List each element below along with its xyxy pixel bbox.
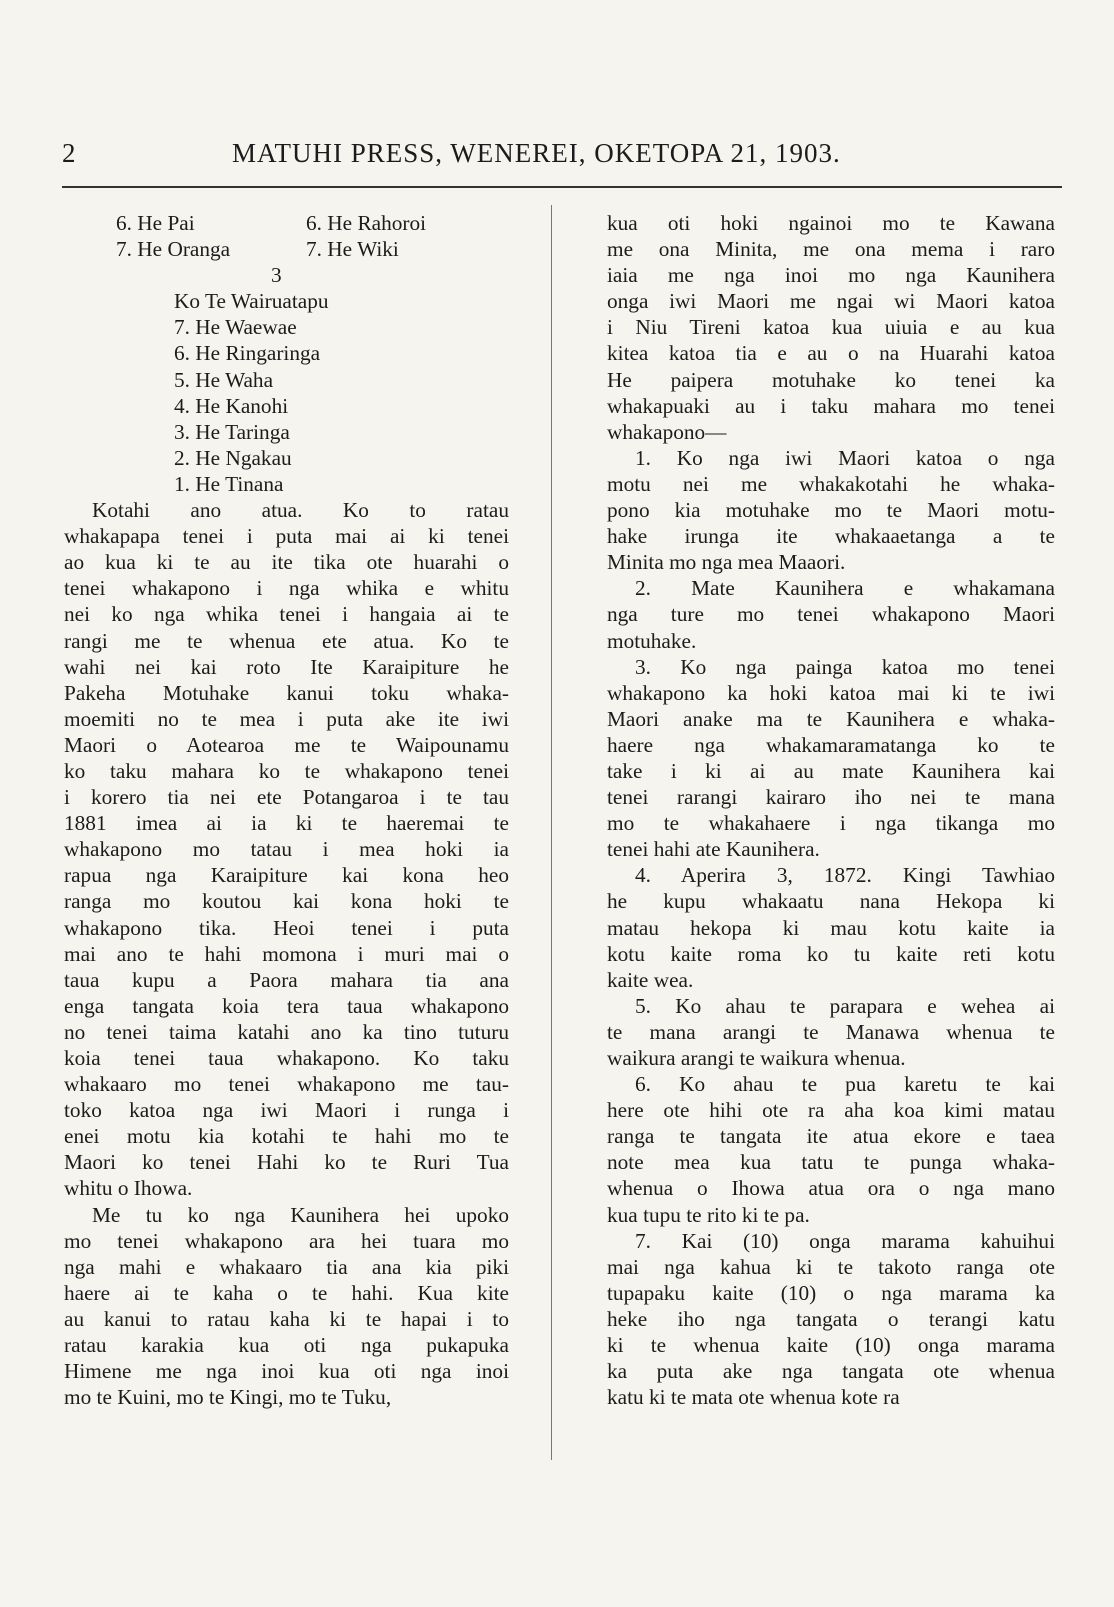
text-line: whakapuaki au i taku mahara mo tenei <box>607 393 1055 418</box>
text-line: mai ano te hahi momona i muri mai o <box>64 941 509 966</box>
text-line: whakapono tika. Heoi tenei i puta <box>64 915 509 940</box>
page-number: 2 <box>62 138 77 168</box>
text-line: rangi me te whenua ete atua. Ko te <box>64 628 509 653</box>
text-line: 4. Aperira 3, 1872. Kingi Tawhiao <box>635 863 1055 888</box>
text-line: taua kupu a Paora mahara tia ana <box>64 967 509 992</box>
text-line: katu ki te mata ote whenua kote ra <box>607 1385 900 1410</box>
text-line: Maori o Aotearoa me te Waipounamu <box>64 732 509 757</box>
numbered-item <box>607 862 1055 992</box>
text-line: Himene me nga inoi kua oti nga inoi <box>64 1359 509 1384</box>
text-line: whakaaro mo tenei whakapono me tau- <box>64 1072 509 1097</box>
text-line: he kupu whakaatu nana Hekopa ki <box>607 889 1055 914</box>
text-line: ko taku mahara ko te whakapono tenei <box>64 758 509 783</box>
text-line: matau hekopa ki mau kotu kaite ia <box>607 915 1055 940</box>
numbered-item <box>607 575 1055 653</box>
text-line: hake irunga ite whakaaetanga a te <box>607 524 1055 549</box>
text-line: Me tu ko nga Kaunihera hei upoko <box>92 1202 509 1227</box>
text-line: haere ai te kaha o te hahi. Kua kite <box>64 1280 509 1305</box>
table-cell: 7. He Oranga <box>116 237 231 262</box>
table-cell: 6. He Pai <box>116 211 195 235</box>
text-line: Pakeha Motuhake kanui toku whaka- <box>64 680 509 705</box>
table-row <box>64 236 509 262</box>
text-line: He paipera motuhake ko tenei ka <box>607 367 1055 392</box>
section-number: 3 <box>271 263 282 288</box>
text-line: nei ko nga whika tenei i hangaia ai te <box>64 602 509 627</box>
numbered-item <box>607 993 1055 1071</box>
list-item: 6. He Ringaringa <box>174 341 321 366</box>
right-column <box>607 210 1055 1410</box>
text-line: ao kua ki te au ite tika ote huarahi o <box>64 550 509 575</box>
text-line: kaite wea. <box>607 967 694 992</box>
text-line: note mea kua tatu te punga whaka- <box>607 1150 1055 1175</box>
numbered-item <box>607 1228 1055 1411</box>
text-line: whitu o Ihowa. <box>64 1176 193 1201</box>
text-line: kua tupu te rito ki te pa. <box>607 1202 810 1227</box>
list-item: 4. He Kanohi <box>174 393 289 418</box>
text-line: ratau karakia kua oti nga pukapuka <box>64 1333 509 1358</box>
text-line: kua oti hoki ngainoi mo te Kawana <box>607 211 1055 235</box>
text-line: ki te whenua kaite (10) onga marama <box>607 1333 1055 1358</box>
text-line: nga ture mo tenei whakapono Maori <box>607 602 1055 627</box>
text-line: iaia me nga inoi mo nga Kaunihera <box>607 263 1055 288</box>
text-line: mo te whakahaere i nga tikanga mo <box>607 811 1055 836</box>
text-line: whenua o Ihowa atua ora o nga mano <box>607 1176 1055 1201</box>
text-line: tenei hahi ate Kaunihera. <box>607 837 820 862</box>
text-line: i Niu Tireni katoa kua uiuia e au kua <box>607 315 1055 340</box>
text-line: no tenei taima katahi ano ka tino tuturu <box>64 1019 509 1044</box>
text-line: ranga te tangata ite atua ekore e taea <box>607 1124 1055 1149</box>
paragraph <box>607 210 1055 445</box>
text-line: wahi nei kai roto Ite Karaipiture he <box>64 654 509 679</box>
text-line: 6. Ko ahau te pua karetu te kai <box>635 1072 1055 1097</box>
text-line: me ona Minita, me ona mema i raro <box>607 237 1055 262</box>
text-line: 5. Ko ahau te parapara e wehea ai <box>635 993 1055 1018</box>
table-cell: 6. He Rahoroi <box>306 211 427 235</box>
numbered-item <box>607 654 1055 863</box>
numbered-item <box>607 1071 1055 1228</box>
text-line: mo tenei whakapono ara hei tuara mo <box>64 1228 509 1253</box>
text-line: Minita mo nga mea Maaori. <box>607 550 846 575</box>
text-line: haere nga whakamaramatanga ko te <box>607 732 1055 757</box>
text-line: te mana arangi te Manawa whenua te <box>607 1019 1055 1044</box>
text-line: tenei rarangi kairaro iho nei te mana <box>607 785 1055 810</box>
text-line: mo te Kuini, mo te Kingi, mo te Tuku, <box>64 1385 392 1410</box>
text-line: Maori anake ma te Kaunihera e whaka- <box>607 706 1055 731</box>
text-line: rapua nga Karaipiture kai kona heo <box>64 863 509 888</box>
text-line: whakapono mo tatau i mea hoki ia <box>64 837 509 862</box>
paragraph <box>64 497 509 1202</box>
table-cell: 7. He Wiki <box>306 237 399 262</box>
list-item: 5. He Waha <box>174 367 274 392</box>
text-line: kotu kaite roma ko tu kaite reti kotu <box>607 941 1055 966</box>
text-line: Maori ko tenei Hahi ko te Ruri Tua <box>64 1150 509 1175</box>
page-header <box>62 138 1062 178</box>
text-line: kitea katoa tia e au o na Huarahi katoa <box>607 341 1055 366</box>
text-line: tenei whakapono i nga whika e whitu <box>64 576 509 601</box>
text-line: whakapapa tenei i puta mai ai ki tenei <box>64 524 509 549</box>
paragraph <box>64 1202 509 1411</box>
text-line: koia tenei taua whakapono. Ko taku <box>64 1046 509 1070</box>
text-line: whakapono— <box>607 419 727 444</box>
text-line: 1881 imea ai ia ki te haeremai te <box>64 811 509 836</box>
list-item: 1. He Tinana <box>174 471 284 496</box>
body-list <box>64 314 509 497</box>
text-line: 3. Ko nga painga katoa mo tenei <box>635 654 1055 679</box>
text-line: motuhake. <box>607 628 697 653</box>
text-line: enei motu kia kotahi te hahi mo te <box>64 1124 509 1149</box>
text-line: Kotahi ano atua. Ko to ratau <box>92 498 509 523</box>
text-line: i korero tia nei ete Potangaroa i te tau <box>64 785 509 810</box>
text-line: au kanui to ratau kaha ki te hapai i to <box>64 1306 509 1331</box>
text-line: 7. Kai (10) onga marama kahuihui <box>635 1228 1055 1253</box>
text-line: ka puta ake nga tangata ote whenua <box>607 1359 1055 1384</box>
list-item: 3. He Taringa <box>174 419 290 444</box>
text-line: whakapono ka hoki katoa mai ki te iwi <box>607 680 1055 705</box>
left-column <box>64 210 509 1410</box>
text-line: waikura arangi te waikura whenua. <box>607 1046 906 1070</box>
table-row <box>64 210 509 236</box>
text-line: toko katoa nga iwi Maori i runga i <box>64 1098 509 1123</box>
text-line: here ote hihi ote ra aha koa kimi matau <box>607 1098 1055 1123</box>
text-line: motu nei me whakakotahi he whaka- <box>607 471 1055 496</box>
text-line: pono kia motuhake mo te Maori motu- <box>607 498 1055 523</box>
text-line: ranga mo koutou kai kona hoki te <box>64 889 509 914</box>
text-line: enga tangata koia tera taua whakapono <box>64 993 509 1018</box>
text-line: onga iwi Maori me ngai wi Maori katoa <box>607 289 1055 314</box>
text-line: mai nga kahua ki te takoto ranga ote <box>607 1254 1055 1279</box>
text-line: tupapaku kaite (10) o nga marama ka <box>607 1280 1055 1305</box>
text-line: 1. Ko nga iwi Maori katoa o nga <box>635 445 1055 470</box>
column-divider <box>551 205 552 1460</box>
text-line: nga mahi e whakaaro tia ana kia piki <box>64 1254 509 1279</box>
text-line: moemiti no te mea i puta ake ite iwi <box>64 706 509 731</box>
running-title: MATUHI PRESS, WENEREI, OKETOPA 21, 1903. <box>232 138 841 168</box>
list-item: 7. He Waewae <box>174 315 297 340</box>
text-line: take i ki ai au mate Kaunihera kai <box>607 758 1055 783</box>
text-line: 2. Mate Kaunihera e whakamana <box>635 576 1055 601</box>
header-rule <box>62 186 1062 188</box>
text-line: heke iho nga tangata o terangi katu <box>607 1306 1055 1331</box>
list-item: 2. He Ngakau <box>174 445 292 470</box>
numbered-item <box>607 445 1055 575</box>
section-heading: Ko Te Wairuatapu <box>174 289 329 314</box>
